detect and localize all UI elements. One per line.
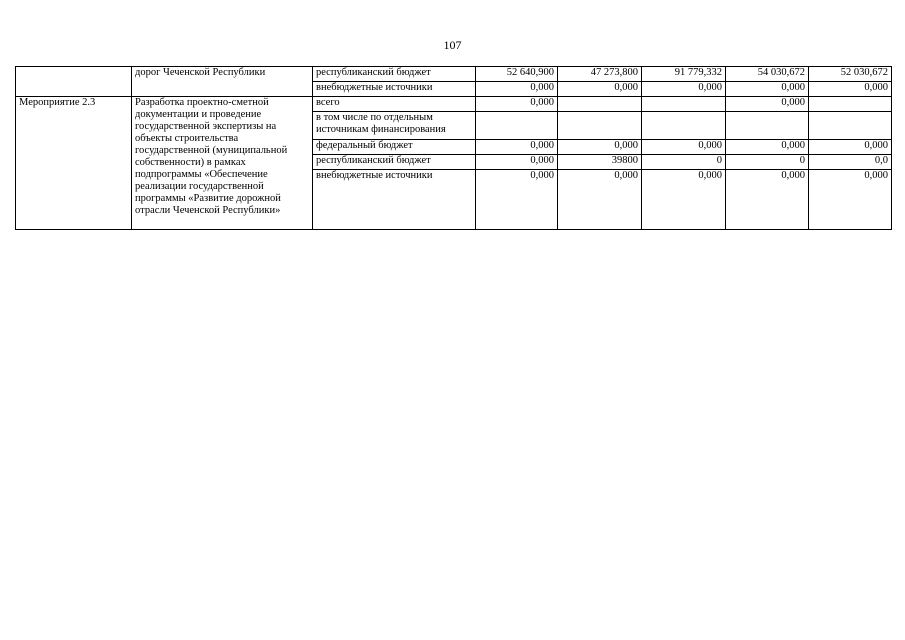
- table-cell-value: 0: [642, 155, 726, 170]
- table-cell-value: [642, 112, 726, 140]
- table-cell-value: 0,000: [809, 82, 892, 97]
- table-cell-value: 0,000: [476, 97, 558, 112]
- table-cell-source: республиканский бюджет: [313, 155, 476, 170]
- table-cell-value: 0,000: [476, 140, 558, 155]
- table-cell-value: [726, 112, 809, 140]
- table-cell-source: внебюджетные источники: [313, 170, 476, 230]
- table-cell-value: 0,000: [726, 97, 809, 112]
- table-cell-value: [642, 97, 726, 112]
- budget-table: [15, 66, 892, 230]
- table-cell-value: 52 640,900: [476, 67, 558, 82]
- table-cell-value: [809, 97, 892, 112]
- table-row: [16, 97, 892, 112]
- table-cell-value: 0,000: [558, 140, 642, 155]
- table-cell-value: 52 030,672: [809, 67, 892, 82]
- table-cell-source: республиканский бюджет: [313, 67, 476, 82]
- table-cell-value: 0,000: [809, 170, 892, 230]
- table-cell-value: 0,000: [558, 170, 642, 230]
- table-cell-value: 0,0: [809, 155, 892, 170]
- table-cell-value: 39800: [558, 155, 642, 170]
- table-cell-value: 0,000: [726, 170, 809, 230]
- table-cell-value: 0,000: [642, 140, 726, 155]
- table-cell-code: [16, 67, 132, 97]
- table-cell-value: 91 779,332: [642, 67, 726, 82]
- table-cell-source: внебюджетные источники: [313, 82, 476, 97]
- table-cell-value: 0,000: [642, 170, 726, 230]
- table-cell-value: [476, 112, 558, 140]
- table-cell-value: [558, 97, 642, 112]
- table-cell-source: всего: [313, 97, 476, 112]
- table-cell-value: 0,000: [476, 82, 558, 97]
- table-cell-value: 0,000: [809, 140, 892, 155]
- table-cell-value: 0: [726, 155, 809, 170]
- table-cell-value: 0,000: [476, 155, 558, 170]
- table-cell-description: дорог Чеченской Республики: [132, 67, 313, 97]
- table-cell-source: в том числе по отдельным источникам финансирования: [313, 112, 476, 140]
- table-cell-value: 0,000: [476, 170, 558, 230]
- table-cell-source: федеральный бюджет: [313, 140, 476, 155]
- table-cell-value: 0,000: [726, 140, 809, 155]
- table-cell-value: [558, 112, 642, 140]
- table-cell-value: [809, 112, 892, 140]
- table-cell-code: Мероприятие 2.3: [16, 97, 132, 230]
- table-cell-value: 54 030,672: [726, 67, 809, 82]
- table-row: [16, 67, 892, 82]
- table-cell-value: 0,000: [558, 82, 642, 97]
- table-cell-description: Разработка проектно-сметной документации и проведение государственной экспертизы на объекты строительства государственной (муниципальной собственности) в рамках подпрограммы «Обеспечение реализации государственной программы «Развитие дорожной отрасли Чеченской Республики»: [132, 97, 313, 230]
- table-cell-value: 47 273,800: [558, 67, 642, 82]
- page-number: 107: [443, 38, 462, 52]
- table-cell-value: 0,000: [726, 82, 809, 97]
- table-cell-value: 0,000: [642, 82, 726, 97]
